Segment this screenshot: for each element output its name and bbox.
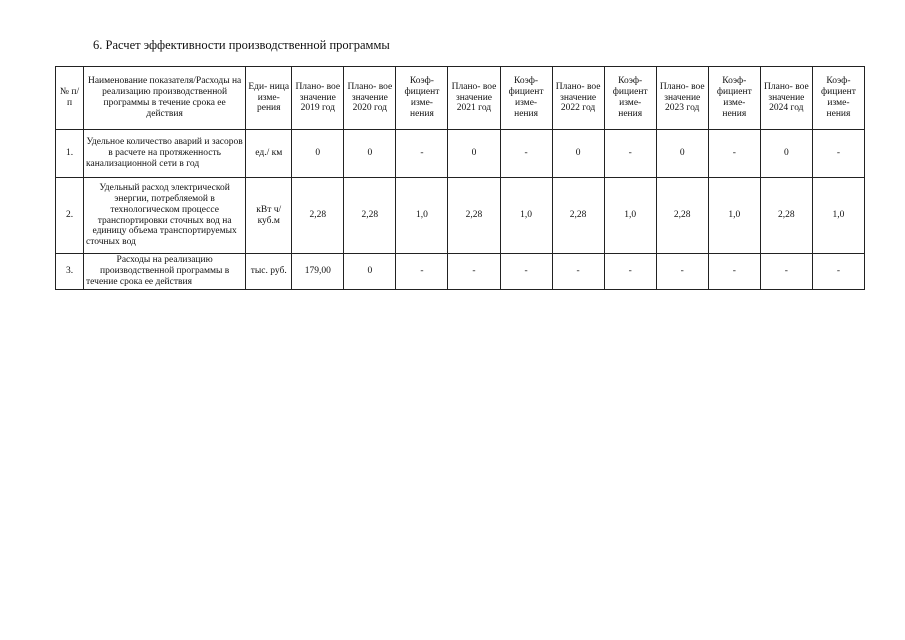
value-cell: 0: [292, 130, 344, 178]
value-cell: -: [812, 254, 864, 290]
page-title: 6. Расчет эффективности производственной программы: [93, 38, 390, 52]
value-cell: -: [760, 254, 812, 290]
indicator-name: Удельный расход электрической энергии, потребляемой в технологическом процессе транспортировки сточных вод на единицу объема транспортируемых сточных вод: [84, 178, 246, 254]
efficiency-table: [55, 66, 865, 290]
table-row: [56, 254, 865, 290]
header-cell: Наименование показателя/Расходы на реализацию производственной программы в течение срока ее действия: [84, 67, 246, 130]
indicator-name: Расходы на реализацию производственной программы в течение срока ее действия: [84, 254, 246, 290]
header-cell: Плано- вое значение 2019 год: [292, 67, 344, 130]
value-cell: 2,28: [292, 178, 344, 254]
header-cell: Коэф- фициент изме- нения: [500, 67, 552, 130]
value-cell: 0: [656, 130, 708, 178]
value-cell: -: [552, 254, 604, 290]
value-cell: 1,0: [396, 178, 448, 254]
value-cell: -: [396, 254, 448, 290]
unit-cell: тыс. руб.: [246, 254, 292, 290]
value-cell: 2,28: [448, 178, 500, 254]
value-cell: 1,0: [604, 178, 656, 254]
value-cell: 0: [448, 130, 500, 178]
value-cell: 2,28: [552, 178, 604, 254]
value-cell: 0: [760, 130, 812, 178]
value-cell: -: [708, 254, 760, 290]
value-cell: -: [812, 130, 864, 178]
unit-cell: ед./ км: [246, 130, 292, 178]
row-number: 2.: [56, 178, 84, 254]
value-cell: -: [708, 130, 760, 178]
header-cell: Еди- ница изме- рения: [246, 67, 292, 130]
table-header-row: [56, 67, 865, 130]
row-number: 1.: [56, 130, 84, 178]
header-cell: Коэф- фициент изме- нения: [812, 67, 864, 130]
value-cell: -: [604, 254, 656, 290]
value-cell: 179,00: [292, 254, 344, 290]
header-cell: Плано- вое значение 2023 год: [656, 67, 708, 130]
value-cell: 0: [552, 130, 604, 178]
header-cell: № п/п: [56, 67, 84, 130]
unit-cell: кВт ч/куб.м: [246, 178, 292, 254]
value-cell: 0: [344, 254, 396, 290]
header-cell: Коэф- фициент изме- нения: [396, 67, 448, 130]
header-cell: Плано- вое значение 2020 год: [344, 67, 396, 130]
value-cell: 1,0: [812, 178, 864, 254]
value-cell: -: [500, 130, 552, 178]
value-cell: 1,0: [500, 178, 552, 254]
value-cell: -: [656, 254, 708, 290]
header-cell: Плано- вое значение 2022 год: [552, 67, 604, 130]
header-cell: Коэф- фициент изме- нения: [604, 67, 656, 130]
value-cell: -: [604, 130, 656, 178]
value-cell: -: [396, 130, 448, 178]
header-cell: Коэф- фициент изме- нения: [708, 67, 760, 130]
value-cell: 2,28: [760, 178, 812, 254]
value-cell: 1,0: [708, 178, 760, 254]
table-row: [56, 178, 865, 254]
value-cell: 0: [344, 130, 396, 178]
value-cell: 2,28: [344, 178, 396, 254]
indicator-name: Удельное количество аварий и засоров в расчете на протяженность канализационной сети в год: [84, 130, 246, 178]
row-number: 3.: [56, 254, 84, 290]
value-cell: 2,28: [656, 178, 708, 254]
header-cell: Плано- вое значение 2021 год: [448, 67, 500, 130]
value-cell: -: [448, 254, 500, 290]
table-row: [56, 130, 865, 178]
header-cell: Плано- вое значение 2024 год: [760, 67, 812, 130]
value-cell: -: [500, 254, 552, 290]
